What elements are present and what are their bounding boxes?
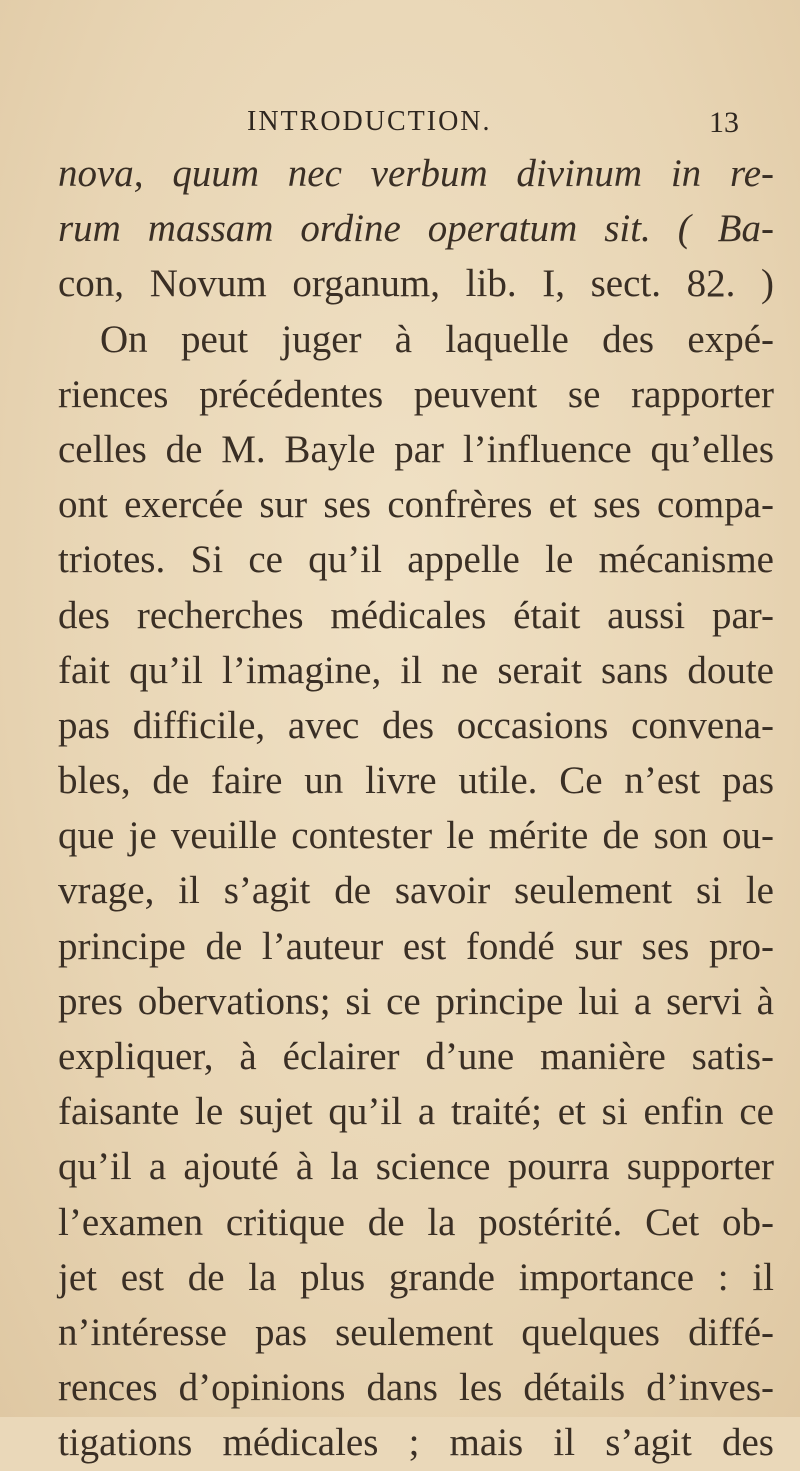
text-line: jet est de la plus grande importance : il [58, 1255, 774, 1299]
page-number: 13 [709, 106, 739, 139]
text-line: n’intéresse pas seulement quelques diffé- [58, 1310, 774, 1354]
text-line: pas difficile, avec des occasions convena- [58, 703, 774, 747]
text-line: que je veuille contester le mérite de son ou- [58, 814, 774, 858]
text-line: pres obervations; si ce principe lui a servi à [58, 979, 774, 1023]
text-line: tigations médicales ; mais il s’agit des [58, 1421, 774, 1465]
text-line: expliquer, à éclairer d’une manière satis- [58, 1035, 774, 1078]
text-line: triotes. Si ce qu’il appelle le mécanisme [58, 538, 774, 582]
text-line: qu’il a ajouté à la science pourra supporter [58, 1145, 774, 1189]
text-line: bles, de faire un livre utile. Ce n’est pas [58, 759, 774, 803]
text-line: faisante le sujet qu’il a traité; et si enfin ce [58, 1090, 774, 1134]
running-header [0, 106, 800, 146]
body-text [58, 146, 774, 1471]
text-line: fait qu’il l’imagine, il ne serait sans doute [58, 648, 774, 692]
text-line: l’examen critique de la postérité. Cet ob- [58, 1200, 774, 1244]
text-line: On peut juger à laquelle des expé- [100, 317, 774, 361]
header-title: INTRODUCTION. [247, 106, 492, 137]
text-line: des recherches médicales était aussi par- [58, 593, 774, 637]
text-line: rences d’opinions dans les détails d’inves- [58, 1366, 774, 1410]
text-line: nova, quum nec verbum divinum in re- [58, 152, 774, 195]
text-line: riences précédentes peuvent se rapporter [58, 372, 774, 416]
text-line: celles de M. Bayle par l’influence qu’elles [58, 427, 774, 471]
text-line: principe de l’auteur est fondé sur ses pro- [58, 924, 774, 968]
text-line: vrage, il s’agit de savoir seulement si le [58, 869, 774, 913]
text-line: rum massam ordine operatum sit. ( Ba- [58, 207, 774, 251]
text-line: con, Novum organum, lib. I, sect. 82. ) [58, 262, 774, 306]
text-line: ont exercée sur ses confrères et ses compa- [58, 483, 774, 527]
